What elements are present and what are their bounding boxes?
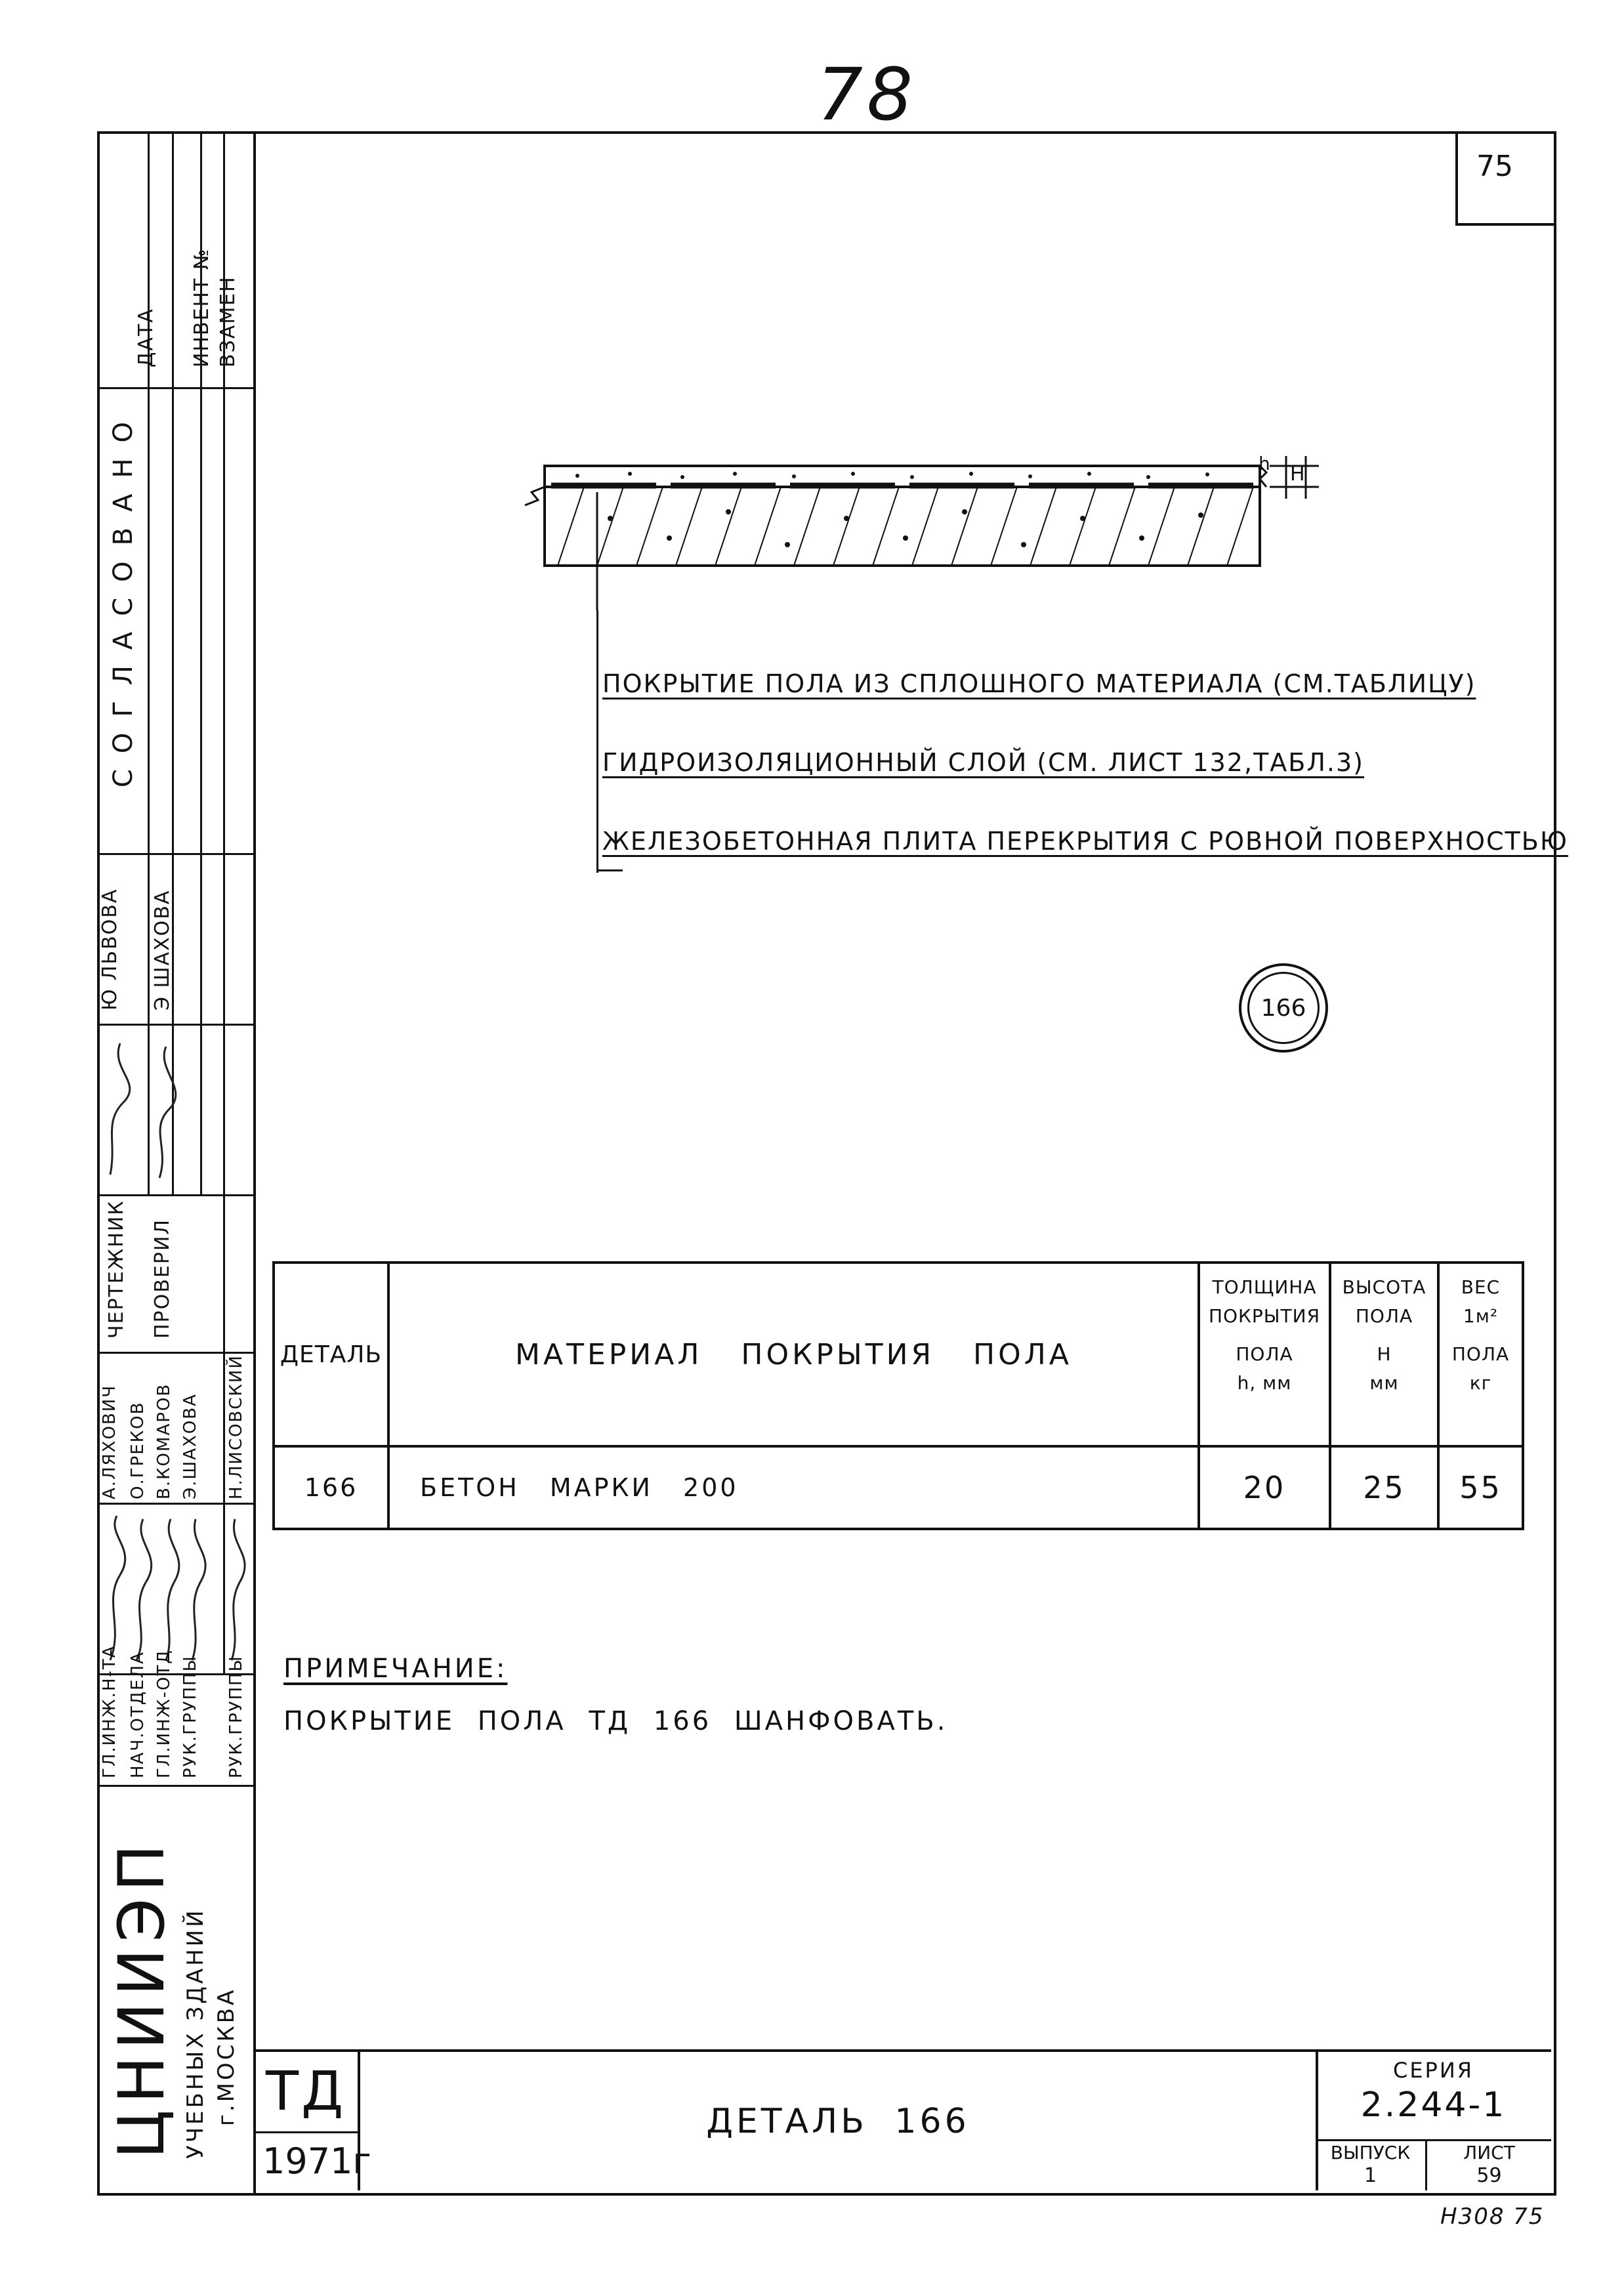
layer-label-coating: ПОКРЫТИЕ ПОЛА ИЗ СПЛОШНОГО МАТЕРИАЛА (СМ.ТАБЛИЦУ)	[602, 669, 1476, 698]
stamp-name-5: Н.ЛИСОВСКИЙ	[226, 1354, 246, 1499]
header-thickness: ТОЛЩИНА ПОКРЫТИЯ ПОЛА h, мм	[1208, 1276, 1321, 1394]
stamp-name-1: А.ЛЯХОВИЧ	[100, 1384, 119, 1499]
archive-mark: H308 75	[1440, 2204, 1545, 2230]
stamp-role-2: НАЧ.ОТДЕЛА	[128, 1651, 148, 1778]
issue-label: ВЫПУСК	[1330, 2142, 1411, 2163]
stamp-draftsman-label: ЧЕРТЕЖНИК	[105, 1200, 128, 1339]
row-thickness: 20	[1243, 1470, 1286, 1505]
stamp-role-signatures	[97, 1509, 255, 1667]
handwritten-page-number: 78	[817, 52, 917, 136]
sheet-value: 59	[1476, 2164, 1502, 2187]
layer-label-slab: ЖЕЛЕЗОБЕТОННАЯ ПЛИТА ПЕРЕКРЫТИЯ С РОВНОЙ ПОВЕРХНОСТЬЮ	[602, 827, 1568, 856]
stamp-agreed-label: СОГЛАСОВАНО	[108, 406, 138, 787]
stamp-role-4: РУК.ГРУППЫ	[180, 1655, 200, 1778]
header-height: ВЫСОТА ПОЛА H мм	[1342, 1276, 1426, 1394]
header-detail: ДЕТАЛЬ	[280, 1341, 383, 1368]
row-detail: 166	[304, 1473, 358, 1502]
dimension-H-label: H	[1290, 463, 1305, 486]
floor-section-drawing	[512, 440, 1339, 610]
stamp-institute-sub1: УЧЕБНЫХ ЗДАНИЙ	[182, 1908, 209, 2159]
layer-label-waterproofing: ГИДРОИЗОЛЯЦИОННЫЙ СЛОЙ (СМ. ЛИСТ 132,ТАБЛ.3)	[602, 748, 1364, 777]
header-weight: ВЕС 1м² ПОЛА кг	[1451, 1276, 1510, 1394]
stamp-checked-label: ПРОВЕРИЛ	[151, 1219, 174, 1339]
sheet-label: ЛИСТ	[1463, 2142, 1515, 2163]
stamp-inventory-header: ИНВЕНТ №	[190, 247, 213, 367]
dimension-h-label: h	[1259, 453, 1270, 474]
corner-sheet-number: 75	[1476, 150, 1513, 183]
stamp-divider	[253, 131, 256, 2193]
row-height: 25	[1363, 1470, 1405, 1505]
stamp-name-4: Э.ШАХОВА	[180, 1393, 200, 1499]
leader-line	[596, 610, 598, 873]
stamp-signatures	[97, 1030, 228, 1188]
issue-value: 1	[1364, 2164, 1377, 2187]
title-code: ТД	[266, 2060, 346, 2123]
stamp-date-header: ДАТА	[135, 308, 157, 367]
title-year: 1971г	[262, 2141, 371, 2182]
row-weight: 55	[1459, 1470, 1502, 1505]
stamp-institute-sub2: г.МОСКВА	[213, 1987, 239, 2126]
series-value: 2.244-1	[1360, 2085, 1507, 2125]
stamp-role-1: ГЛ.ИНЖ.Н-ТА	[100, 1644, 119, 1778]
note-text: ПОКРЫТИЕ ПОЛА ТД 166 ШАНФОВАТЬ.	[283, 1706, 948, 1736]
title-text: ДЕТАЛЬ 166	[706, 2101, 970, 2141]
stamp-name-3: В.КОМАРОВ	[154, 1383, 174, 1499]
detail-marker	[1239, 963, 1328, 1053]
stamp-institute: ЦНИИЭП	[105, 1837, 178, 2159]
stamp-name-2: О.ГРЕКОВ	[128, 1401, 148, 1499]
leader-tick	[596, 869, 623, 871]
detail-marker-number: 166	[1247, 972, 1320, 1044]
stamp-role-5: РУК.ГРУППЫ	[226, 1655, 246, 1778]
series-label: СЕРИЯ	[1392, 2058, 1474, 2083]
stamp-replace-header: ВЗАМЕН	[217, 276, 239, 367]
stamp-signer-2: Э ШАХОВА	[151, 889, 174, 1011]
note-title: ПРИМЕЧАНИЕ:	[283, 1654, 508, 1684]
stamp-signer-1: Ю ЛЬВОВА	[98, 888, 121, 1011]
stamp-role-3: ГЛ.ИНЖ-ОТД	[154, 1649, 174, 1778]
header-material: МАТЕРИАЛ ПОКРЫТИЯ ПОЛА	[515, 1337, 1072, 1371]
row-material: БЕТОН МАРКИ 200	[420, 1473, 739, 1502]
